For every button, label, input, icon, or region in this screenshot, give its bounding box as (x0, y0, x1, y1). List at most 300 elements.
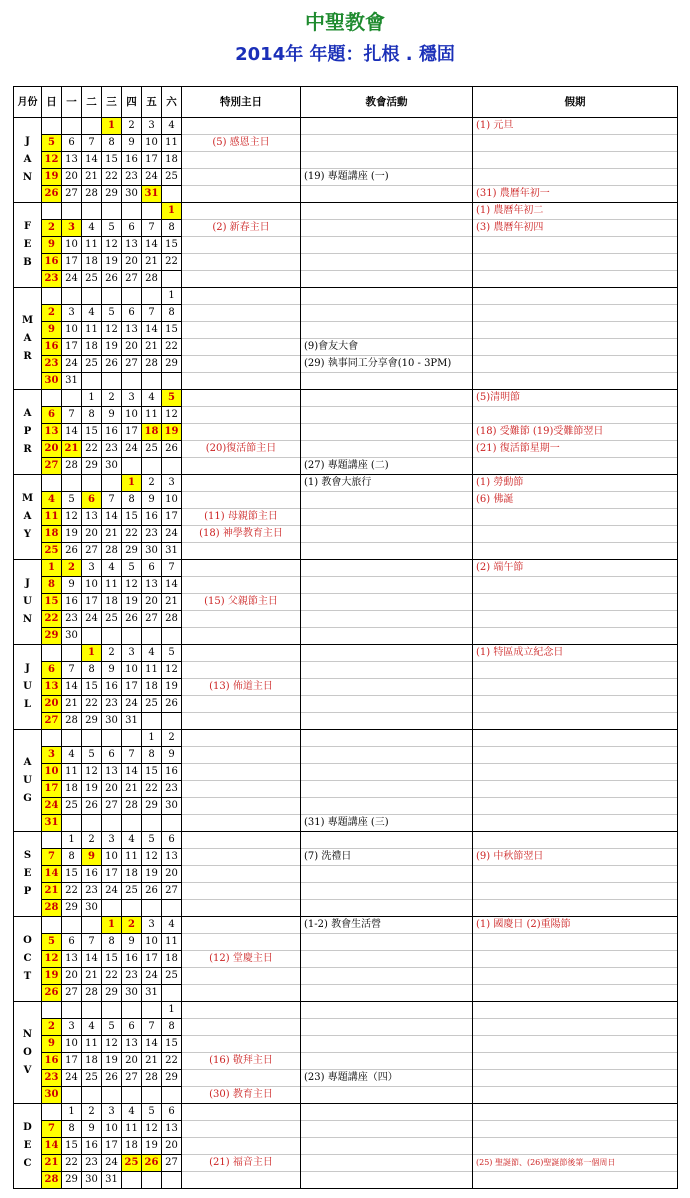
holiday-cell (473, 1019, 678, 1036)
day-cell (142, 900, 162, 917)
day-cell: 25 (162, 968, 182, 985)
special-sunday-cell (182, 492, 301, 509)
holiday-cell (473, 985, 678, 1002)
special-sunday-cell (182, 883, 301, 900)
calendar-week-row (14, 917, 678, 934)
day-cell: 19 (122, 594, 142, 611)
day-cell: 24 (102, 883, 122, 900)
month-letter: N (22, 614, 33, 625)
day-cell: 1 (82, 390, 102, 407)
day-cell: 7 (142, 1019, 162, 1036)
day-cell: 22 (62, 1155, 82, 1172)
day-cell: 25 (122, 1155, 142, 1172)
day-cell: 18 (142, 424, 162, 441)
day-cell: 4 (82, 305, 102, 322)
holiday-cell: (1) 勞動節 (473, 475, 678, 492)
day-cell: 14 (162, 577, 182, 594)
calendar-week-row (14, 543, 678, 560)
day-cell: 13 (162, 849, 182, 866)
day-cell (42, 1104, 62, 1121)
day-cell: 9 (162, 747, 182, 764)
day-cell: 5 (42, 934, 62, 951)
day-cell: 9 (42, 237, 62, 254)
day-cell: 20 (82, 526, 102, 543)
day-cell: 3 (62, 1019, 82, 1036)
calendar-week-row (14, 679, 678, 696)
day-cell: 19 (162, 679, 182, 696)
day-cell: 30 (102, 458, 122, 475)
holiday-cell (473, 135, 678, 152)
day-cell: 23 (42, 271, 62, 288)
day-cell: 11 (62, 764, 82, 781)
day-cell: 1 (62, 832, 82, 849)
day-cell: 24 (102, 1155, 122, 1172)
day-cell: 7 (102, 492, 122, 509)
holiday-cell (473, 288, 678, 305)
day-cell: 4 (122, 832, 142, 849)
day-cell: 14 (82, 951, 102, 968)
church-activity-cell (301, 118, 473, 135)
day-cell: 4 (42, 492, 62, 509)
holiday-cell: (3) 農曆年初四 (473, 220, 678, 237)
special-sunday-cell (182, 900, 301, 917)
special-sunday-cell (182, 288, 301, 305)
church-activity-cell (301, 713, 473, 730)
day-cell (162, 628, 182, 645)
day-cell: 20 (62, 968, 82, 985)
month-letter: C (23, 1158, 32, 1169)
day-cell: 26 (162, 696, 182, 713)
day-cell: 5 (102, 220, 122, 237)
special-sunday-header: 特別主日 (182, 87, 301, 118)
special-sunday-cell (182, 730, 301, 747)
special-sunday-cell (182, 152, 301, 169)
day-header-sun: 日 (42, 87, 62, 118)
day-cell: 21 (142, 339, 162, 356)
month-letter: J (25, 663, 30, 674)
day-cell: 19 (42, 169, 62, 186)
special-sunday-cell (182, 968, 301, 985)
day-cell (162, 458, 182, 475)
calendar-week-row (14, 781, 678, 798)
calendar-week-row (14, 594, 678, 611)
day-cell: 28 (142, 271, 162, 288)
day-cell: 21 (62, 696, 82, 713)
day-cell: 1 (62, 1104, 82, 1121)
day-cell: 5 (102, 1019, 122, 1036)
day-cell: 2 (122, 118, 142, 135)
month-letter: A (23, 756, 32, 768)
day-cell: 13 (102, 764, 122, 781)
day-cell (42, 118, 62, 135)
calendar-week-row (14, 118, 678, 135)
special-sunday-cell: (11) 母親節主日 (182, 509, 301, 526)
day-cell: 29 (82, 458, 102, 475)
special-sunday-cell (182, 747, 301, 764)
church-activity-cell (301, 424, 473, 441)
day-cell (142, 815, 162, 832)
day-cell: 28 (142, 356, 162, 373)
day-cell (62, 203, 82, 220)
special-sunday-cell: (30) 教育主日 (182, 1087, 301, 1104)
day-cell: 8 (82, 407, 102, 424)
day-cell: 5 (142, 1104, 162, 1121)
day-cell: 4 (142, 645, 162, 662)
day-cell: 19 (62, 526, 82, 543)
day-cell: 29 (102, 985, 122, 1002)
church-activity-cell (301, 900, 473, 917)
day-cell: 21 (102, 526, 122, 543)
day-cell: 24 (42, 798, 62, 815)
day-cell: 22 (102, 968, 122, 985)
day-cell: 22 (122, 526, 142, 543)
day-cell: 27 (42, 458, 62, 475)
month-letter: R (23, 350, 32, 362)
day-cell: 12 (102, 322, 122, 339)
day-cell: 13 (122, 1036, 142, 1053)
day-cell: 3 (42, 747, 62, 764)
day-cell: 6 (122, 1019, 142, 1036)
day-cell: 25 (102, 611, 122, 628)
day-cell (162, 900, 182, 917)
day-cell: 21 (142, 1053, 162, 1070)
day-cell: 21 (82, 968, 102, 985)
church-activity-cell (301, 560, 473, 577)
day-cell: 11 (82, 1036, 102, 1053)
calendar-week-row (14, 458, 678, 475)
day-cell: 28 (42, 1172, 62, 1189)
day-cell: 9 (122, 934, 142, 951)
day-cell: 1 (162, 1002, 182, 1019)
day-cell: 31 (162, 543, 182, 560)
church-activity-cell (301, 152, 473, 169)
calendar-week-row (14, 696, 678, 713)
holiday-cell (473, 373, 678, 390)
calendar-week-row (14, 509, 678, 526)
day-cell: 15 (102, 951, 122, 968)
day-cell: 17 (122, 424, 142, 441)
holiday-cell: (21) 復活節星期一 (473, 441, 678, 458)
day-cell: 30 (102, 713, 122, 730)
holiday-cell (473, 781, 678, 798)
month-letter: U (23, 681, 32, 692)
special-sunday-cell (182, 917, 301, 934)
day-cell: 31 (42, 815, 62, 832)
holiday-cell: (18) 受難節 (19)受難節翌日 (473, 424, 678, 441)
day-cell (142, 1172, 162, 1189)
month-letter: N (22, 1028, 33, 1040)
holiday-cell (473, 951, 678, 968)
month-column-header: 月份 (14, 87, 42, 118)
day-cell: 22 (82, 696, 102, 713)
special-sunday-cell (182, 764, 301, 781)
day-cell: 1 (82, 645, 102, 662)
day-cell (62, 645, 82, 662)
holiday-cell (473, 1104, 678, 1121)
day-cell: 2 (62, 560, 82, 577)
special-sunday-cell (182, 1121, 301, 1138)
day-header-wed: 三 (102, 87, 122, 118)
day-cell (62, 730, 82, 747)
church-activity-cell (301, 1087, 473, 1104)
day-cell (82, 730, 102, 747)
day-cell: 3 (102, 832, 122, 849)
day-cell: 9 (82, 1121, 102, 1138)
day-cell: 18 (102, 594, 122, 611)
special-sunday-cell (182, 696, 301, 713)
day-cell: 17 (42, 781, 62, 798)
calendar-week-row (14, 1002, 678, 1019)
day-cell: 1 (42, 560, 62, 577)
special-sunday-cell (182, 543, 301, 560)
day-cell: 7 (142, 305, 162, 322)
church-activity-cell (301, 1121, 473, 1138)
day-cell: 5 (62, 492, 82, 509)
church-activity-cell (301, 526, 473, 543)
holiday-cell (473, 679, 678, 696)
day-cell: 30 (42, 373, 62, 390)
day-cell: 2 (102, 645, 122, 662)
church-activity-cell (301, 577, 473, 594)
day-cell: 4 (82, 220, 102, 237)
day-cell (82, 118, 102, 135)
day-cell: 28 (122, 798, 142, 815)
day-cell: 20 (102, 781, 122, 798)
day-cell: 6 (62, 934, 82, 951)
calendar-week-row (14, 628, 678, 645)
church-activity-cell (301, 1053, 473, 1070)
header-row (14, 87, 678, 118)
day-cell: 15 (82, 424, 102, 441)
day-cell (142, 373, 162, 390)
day-cell: 22 (102, 169, 122, 186)
day-cell: 14 (122, 764, 142, 781)
church-activity-cell (301, 1019, 473, 1036)
day-cell: 26 (42, 186, 62, 203)
holiday-cell (473, 254, 678, 271)
church-activity-cell (301, 747, 473, 764)
holiday-cell (473, 1002, 678, 1019)
day-cell: 14 (42, 1138, 62, 1155)
holiday-cell: (5)清明節 (473, 390, 678, 407)
day-cell (42, 1002, 62, 1019)
day-cell: 19 (82, 781, 102, 798)
day-cell: 11 (162, 135, 182, 152)
day-cell: 18 (62, 781, 82, 798)
day-cell (62, 917, 82, 934)
day-cell (122, 900, 142, 917)
day-cell: 5 (162, 645, 182, 662)
calendar-week-row (14, 305, 678, 322)
day-cell: 14 (62, 424, 82, 441)
church-activity-cell (301, 1036, 473, 1053)
day-header-mon: 一 (62, 87, 82, 118)
day-cell: 5 (142, 832, 162, 849)
day-cell: 12 (82, 764, 102, 781)
church-activity-cell (301, 186, 473, 203)
special-sunday-cell (182, 934, 301, 951)
day-cell: 16 (82, 866, 102, 883)
special-sunday-cell (182, 815, 301, 832)
day-cell: 5 (102, 305, 122, 322)
day-cell: 12 (142, 849, 162, 866)
day-cell: 7 (122, 747, 142, 764)
day-cell (102, 628, 122, 645)
special-sunday-cell: (5) 感恩主日 (182, 135, 301, 152)
day-cell: 29 (162, 356, 182, 373)
day-cell: 2 (82, 1104, 102, 1121)
day-cell: 1 (162, 203, 182, 220)
day-cell: 21 (162, 594, 182, 611)
day-cell: 22 (162, 254, 182, 271)
day-cell: 10 (142, 934, 162, 951)
day-cell: 2 (102, 390, 122, 407)
calendar-week-row (14, 1070, 678, 1087)
day-cell: 29 (62, 1172, 82, 1189)
holiday-cell (473, 339, 678, 356)
month-letter: M (21, 314, 34, 326)
day-cell: 26 (102, 1070, 122, 1087)
day-cell: 30 (122, 985, 142, 1002)
month-letter: A (23, 154, 32, 165)
day-cell: 23 (42, 1070, 62, 1087)
day-cell: 10 (42, 764, 62, 781)
day-cell: 27 (62, 985, 82, 1002)
church-activity-cell (301, 679, 473, 696)
day-cell (102, 730, 122, 747)
day-cell: 10 (142, 135, 162, 152)
day-cell: 25 (122, 883, 142, 900)
day-cell: 4 (102, 560, 122, 577)
church-activity-cell (301, 407, 473, 424)
month-letter: M (21, 493, 34, 504)
holiday-cell (473, 730, 678, 747)
day-cell: 13 (42, 424, 62, 441)
church-activity-cell (301, 696, 473, 713)
day-cell: 18 (122, 1138, 142, 1155)
month-label (14, 118, 42, 203)
day-cell: 15 (162, 237, 182, 254)
day-cell: 15 (162, 322, 182, 339)
day-cell: 25 (42, 543, 62, 560)
church-activity-cell: (31) 專題講座 (三) (301, 815, 473, 832)
day-cell: 27 (162, 1155, 182, 1172)
day-cell: 26 (142, 1155, 162, 1172)
holiday-cell (473, 1070, 678, 1087)
special-sunday-cell (182, 1002, 301, 1019)
day-cell (62, 815, 82, 832)
holiday-cell (473, 1121, 678, 1138)
day-cell: 31 (142, 985, 162, 1002)
holiday-cell: (1) 農曆年初二 (473, 203, 678, 220)
day-cell: 6 (42, 407, 62, 424)
holiday-cell (473, 237, 678, 254)
day-cell: 21 (122, 781, 142, 798)
month-letter: N (22, 172, 33, 183)
church-activity-cell (301, 594, 473, 611)
month-letter: E (23, 868, 32, 879)
calendar-week-row (14, 407, 678, 424)
day-cell (162, 985, 182, 1002)
day-cell: 10 (122, 662, 142, 679)
special-sunday-cell (182, 169, 301, 186)
day-cell: 29 (122, 543, 142, 560)
church-activity-cell (301, 220, 473, 237)
day-cell (122, 1172, 142, 1189)
day-cell: 14 (62, 679, 82, 696)
day-cell: 11 (102, 577, 122, 594)
day-cell: 3 (142, 917, 162, 934)
day-cell: 26 (102, 356, 122, 373)
day-cell: 27 (162, 883, 182, 900)
day-cell: 19 (42, 968, 62, 985)
calendar-week-row (14, 832, 678, 849)
special-sunday-cell (182, 475, 301, 492)
church-activity-cell: (19) 專題講座 (一) (301, 169, 473, 186)
day-cell: 2 (42, 220, 62, 237)
church-activity-cell (301, 730, 473, 747)
calendar-week-row (14, 356, 678, 373)
day-cell: 2 (122, 917, 142, 934)
day-cell (82, 815, 102, 832)
day-cell: 10 (62, 237, 82, 254)
holiday-cell (473, 577, 678, 594)
calendar-week-row (14, 1121, 678, 1138)
day-header-tue: 二 (82, 87, 102, 118)
day-cell: 6 (162, 832, 182, 849)
month-letter: U (23, 596, 32, 607)
day-cell: 17 (62, 339, 82, 356)
day-cell: 5 (162, 390, 182, 407)
day-cell: 25 (82, 1070, 102, 1087)
day-cell: 8 (102, 135, 122, 152)
day-cell: 24 (142, 169, 162, 186)
day-cell: 27 (142, 611, 162, 628)
holiday-cell (473, 509, 678, 526)
month-letter: T (23, 971, 32, 982)
day-cell (102, 1087, 122, 1104)
holiday-cell (473, 764, 678, 781)
calendar-week-row (14, 424, 678, 441)
month-label (14, 390, 42, 475)
day-cell: 8 (42, 577, 62, 594)
month-letter: L (23, 699, 32, 710)
holiday-cell (473, 611, 678, 628)
church-activity-cell (301, 832, 473, 849)
day-cell: 2 (162, 730, 182, 747)
holiday-cell: (25) 聖誕節、(26)聖誕節後第一個周日 (473, 1155, 678, 1172)
day-cell (62, 1087, 82, 1104)
day-cell (62, 1002, 82, 1019)
day-cell: 29 (102, 186, 122, 203)
day-cell: 4 (82, 1019, 102, 1036)
holiday-cell: (31) 農曆年初一 (473, 186, 678, 203)
holiday-cell (473, 271, 678, 288)
month-letter: E (23, 239, 32, 250)
day-cell (102, 900, 122, 917)
day-cell: 31 (102, 1172, 122, 1189)
day-cell (42, 730, 62, 747)
day-cell: 23 (62, 611, 82, 628)
special-sunday-cell (182, 832, 301, 849)
day-cell: 13 (82, 509, 102, 526)
day-cell: 29 (142, 798, 162, 815)
special-sunday-cell (182, 662, 301, 679)
day-cell: 7 (162, 560, 182, 577)
day-cell (102, 815, 122, 832)
day-cell: 19 (102, 254, 122, 271)
special-sunday-cell (182, 356, 301, 373)
